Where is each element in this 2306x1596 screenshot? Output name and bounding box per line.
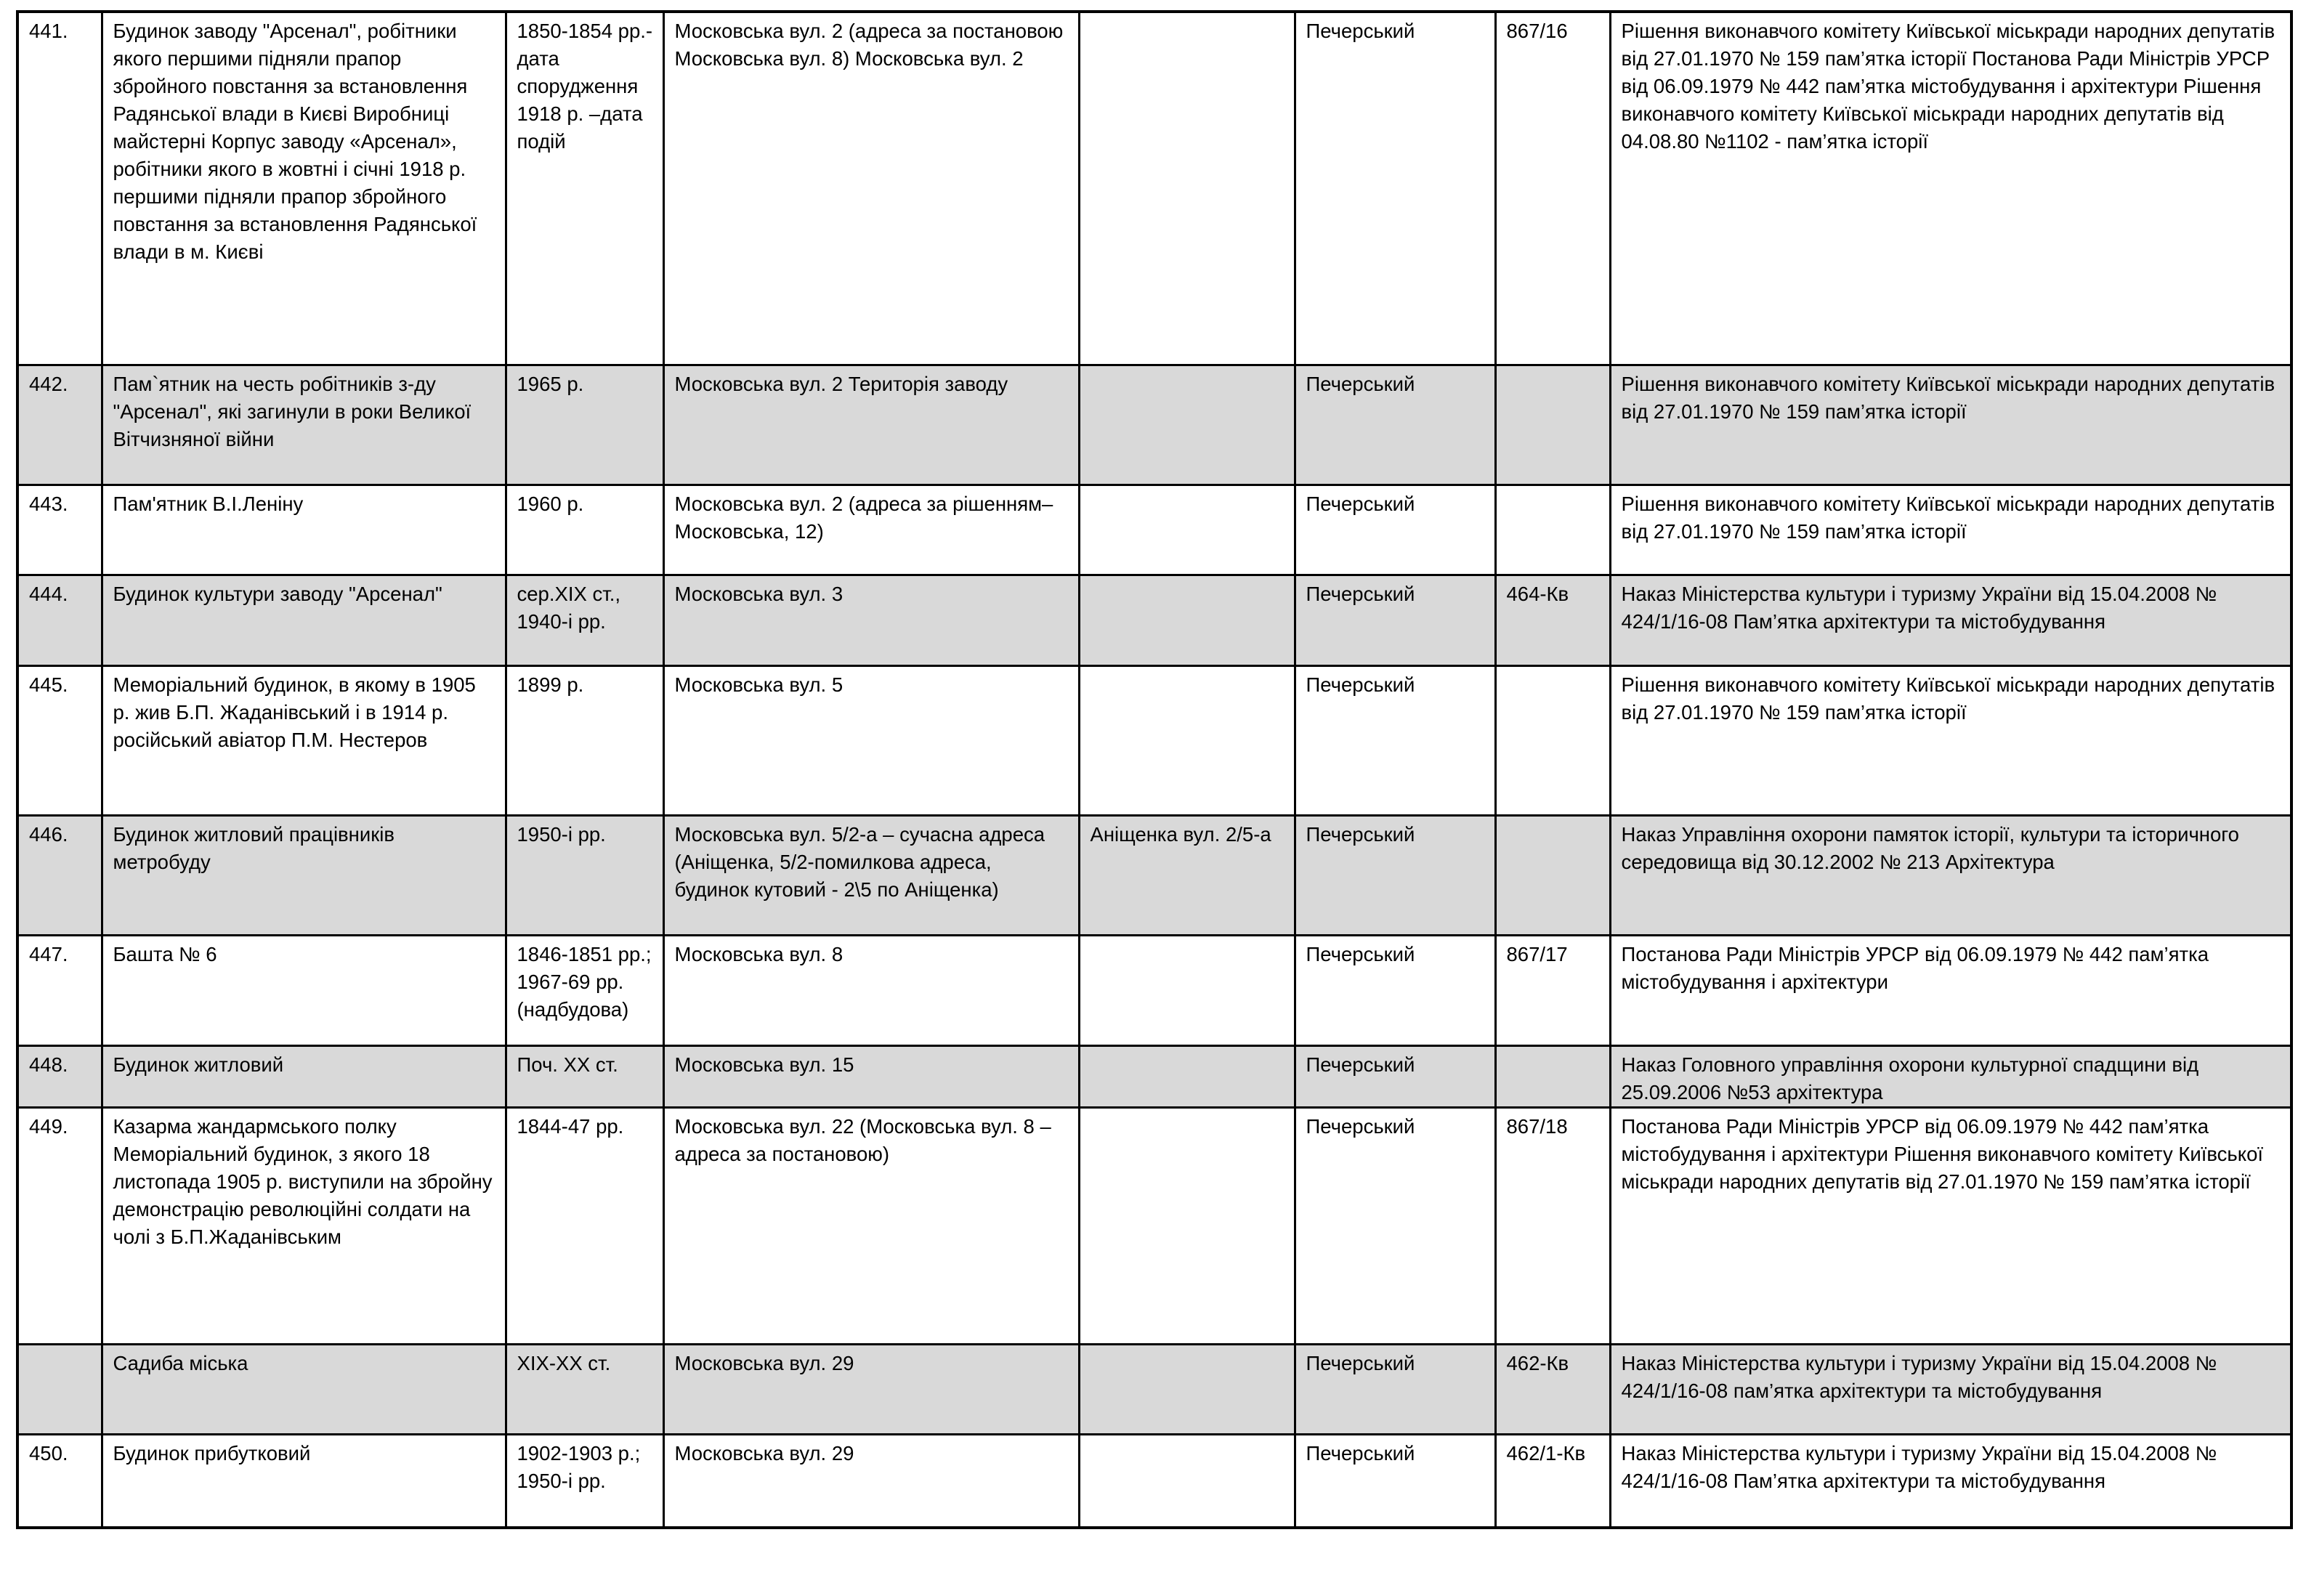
- protection-number: 867/17: [1495, 935, 1610, 1045]
- monument-name: Пам`ятник на честь робітників з-ду "Арсенал", які загинули в роки Великої Вітчизняної війни: [102, 365, 506, 485]
- row-number: [17, 1344, 102, 1434]
- monument-date: ХІХ-ХХ ст.: [506, 1344, 663, 1434]
- protection-number: 464-Кв: [1495, 575, 1610, 665]
- monument-address: Московська вул. 2 (адреса за рішенням– Московська, 12): [663, 485, 1079, 575]
- protection-number: 462-Кв: [1495, 1344, 1610, 1434]
- monument-address-alt: [1079, 1045, 1295, 1107]
- protection-decision: Наказ Міністерства культури і туризму України від 15.04.2008 № 424/1/16-08 пам’ятка архітектури та містобудування: [1610, 1344, 2291, 1434]
- monument-district: Печерський: [1295, 575, 1495, 665]
- monument-address: Московська вул. 29: [663, 1344, 1079, 1434]
- monument-name: Садиба міська: [102, 1344, 506, 1434]
- row-number: 448.: [17, 1045, 102, 1107]
- protection-decision: Рішення виконавчого комітету Київської міськради народних депутатів від 27.01.1970 № 159 пам’ятка історії: [1610, 365, 2291, 485]
- table-row: [17, 815, 2291, 935]
- protection-decision: Постанова Ради Міністрів УРСР від 06.09.1979 № 442 пам’ятка містобудування і архітектури Рішення виконавчого комітету Київської міськради народних депутатів від 27.01.1970 № 159 пам’ятка історії: [1610, 1107, 2291, 1344]
- monument-name: Будинок прибутковий: [102, 1434, 506, 1528]
- monument-address-alt: [1079, 365, 1295, 485]
- monument-date: 1846-1851 рр.; 1967-69 рр. (надбудова): [506, 935, 663, 1045]
- monument-name: Казарма жандармського полку Меморіальний будинок, з якого 18 листопада 1905 р. виступили на збройну демонстрацію революційні солдати на чолі з Б.П.Жаданівським: [102, 1107, 506, 1344]
- protection-number: [1495, 1045, 1610, 1107]
- protection-decision: Наказ Головного управління охорони культурної спадщини від 25.09.2006 №53 архітектура: [1610, 1045, 2291, 1107]
- protection-decision: Рішення виконавчого комітету Київської міськради народних депутатів від 27.01.1970 № 159 пам’ятка історії Постанова Ради Міністрів УРСР від 06.09.1979 № 442 пам’ятка містобудування і архітектури Рішення виконавчого комітету Київської міськради народних депутатів від 04.08.80 №1102 - пам’ятка історії: [1610, 12, 2291, 365]
- monument-date: 1850-1854 рр.- дата спорудження 1918 р. –дата подій: [506, 12, 663, 365]
- table-row: [17, 1434, 2291, 1528]
- monument-address-alt: [1079, 485, 1295, 575]
- table-row: [17, 1107, 2291, 1344]
- protection-decision: Наказ Управління охорони памяток історії, культури та історичного середовища від 30.12.2002 № 213 Архітектура: [1610, 815, 2291, 935]
- row-number: 441.: [17, 12, 102, 365]
- monument-name: Будинок заводу "Арсенал", робітники якого першими підняли прапор збройного повстання за встановлення Радянської влади в Києві Виробниці майстерні Корпус заводу «Арсенал», робітники якого в жовтні і січні 1918 р. першими підняли прапор збройного повстання за встановлення Радянської влади в м. Києві: [102, 12, 506, 365]
- monument-date: 1844-47 рр.: [506, 1107, 663, 1344]
- row-number: 445.: [17, 665, 102, 815]
- table-row: [17, 485, 2291, 575]
- monument-date: Поч. ХХ ст.: [506, 1045, 663, 1107]
- protection-number: [1495, 665, 1610, 815]
- monument-district: Печерський: [1295, 365, 1495, 485]
- monument-name: Пам'ятник В.І.Леніну: [102, 485, 506, 575]
- monument-date: сер.ХІХ ст., 1940-і рр.: [506, 575, 663, 665]
- monument-district: Печерський: [1295, 815, 1495, 935]
- monument-district: Печерський: [1295, 1045, 1495, 1107]
- monument-date: 1899 р.: [506, 665, 663, 815]
- protection-decision: Рішення виконавчого комітету Київської міськради народних депутатів від 27.01.1970 № 159 пам’ятка історії: [1610, 485, 2291, 575]
- monument-address-alt: [1079, 1344, 1295, 1434]
- monument-address-alt: Аніщенка вул. 2/5-а: [1079, 815, 1295, 935]
- monument-address: Московська вул. 29: [663, 1434, 1079, 1528]
- monument-district: Печерський: [1295, 1107, 1495, 1344]
- monument-name: Меморіальний будинок, в якому в 1905 р. жив Б.П. Жаданівський і в 1914 р. російський авіатор П.М. Нестеров: [102, 665, 506, 815]
- monument-date: 1950-і рр.: [506, 815, 663, 935]
- monument-address: Московська вул. 5/2-а – сучасна адреса (Аніщенка, 5/2-помилкова адреса, будинок кутовий - 2\5 по Аніщенка): [663, 815, 1079, 935]
- monument-name: Будинок житловий працівників метробуду: [102, 815, 506, 935]
- table-row: [17, 1344, 2291, 1434]
- monument-address: Московська вул. 8: [663, 935, 1079, 1045]
- monument-address-alt: [1079, 575, 1295, 665]
- row-number: 447.: [17, 935, 102, 1045]
- protection-decision: Постанова Ради Міністрів УРСР від 06.09.1979 № 442 пам’ятка містобудування і архітектури: [1610, 935, 2291, 1045]
- monument-address: Московська вул. 5: [663, 665, 1079, 815]
- monument-address-alt: [1079, 1434, 1295, 1528]
- protection-number: [1495, 365, 1610, 485]
- table-row: [17, 935, 2291, 1045]
- row-number: 449.: [17, 1107, 102, 1344]
- monument-date: 1902-1903 р.; 1950-і рр.: [506, 1434, 663, 1528]
- protection-number: 867/16: [1495, 12, 1610, 365]
- monument-district: Печерський: [1295, 12, 1495, 365]
- row-number: 442.: [17, 365, 102, 485]
- monument-date: 1960 р.: [506, 485, 663, 575]
- table-row: [17, 1045, 2291, 1107]
- monument-address-alt: [1079, 665, 1295, 815]
- monument-address: Московська вул. 15: [663, 1045, 1079, 1107]
- monument-address-alt: [1079, 935, 1295, 1045]
- monument-name: Будинок культури заводу "Арсенал": [102, 575, 506, 665]
- monument-name: Башта № 6: [102, 935, 506, 1045]
- monument-district: Печерський: [1295, 1434, 1495, 1528]
- protection-decision: Рішення виконавчого комітету Київської міськради народних депутатів від 27.01.1970 № 159 пам’ятка історії: [1610, 665, 2291, 815]
- monument-district: Печерський: [1295, 935, 1495, 1045]
- table-row: [17, 665, 2291, 815]
- monument-district: Печерський: [1295, 1344, 1495, 1434]
- monument-address-alt: [1079, 1107, 1295, 1344]
- row-number: 444.: [17, 575, 102, 665]
- monument-address: Московська вул. 3: [663, 575, 1079, 665]
- protection-number: [1495, 485, 1610, 575]
- monument-date: 1965 р.: [506, 365, 663, 485]
- table-row: [17, 365, 2291, 485]
- monument-address: Московська вул. 2 (адреса за постановою Московська вул. 8) Московська вул. 2: [663, 12, 1079, 365]
- protection-number: 867/18: [1495, 1107, 1610, 1344]
- table-row: [17, 575, 2291, 665]
- protection-decision: Наказ Міністерства культури і туризму України від 15.04.2008 № 424/1/16-08 Пам’ятка архітектури та містобудування: [1610, 1434, 2291, 1528]
- row-number: 446.: [17, 815, 102, 935]
- protection-number: 462/1-Кв: [1495, 1434, 1610, 1528]
- row-number: 450.: [17, 1434, 102, 1528]
- monument-address: Московська вул. 2 Територія заводу: [663, 365, 1079, 485]
- monuments-register-table: [16, 10, 2293, 1529]
- monument-name: Будинок житловий: [102, 1045, 506, 1107]
- table-row: [17, 12, 2291, 365]
- monument-district: Печерський: [1295, 665, 1495, 815]
- monument-address-alt: [1079, 12, 1295, 365]
- monument-district: Печерський: [1295, 485, 1495, 575]
- protection-decision: Наказ Міністерства культури і туризму України від 15.04.2008 № 424/1/16-08 Пам’ятка архітектури та містобудування: [1610, 575, 2291, 665]
- row-number: 443.: [17, 485, 102, 575]
- protection-number: [1495, 815, 1610, 935]
- monument-address: Московська вул. 22 (Московська вул. 8 – адреса за постановою): [663, 1107, 1079, 1344]
